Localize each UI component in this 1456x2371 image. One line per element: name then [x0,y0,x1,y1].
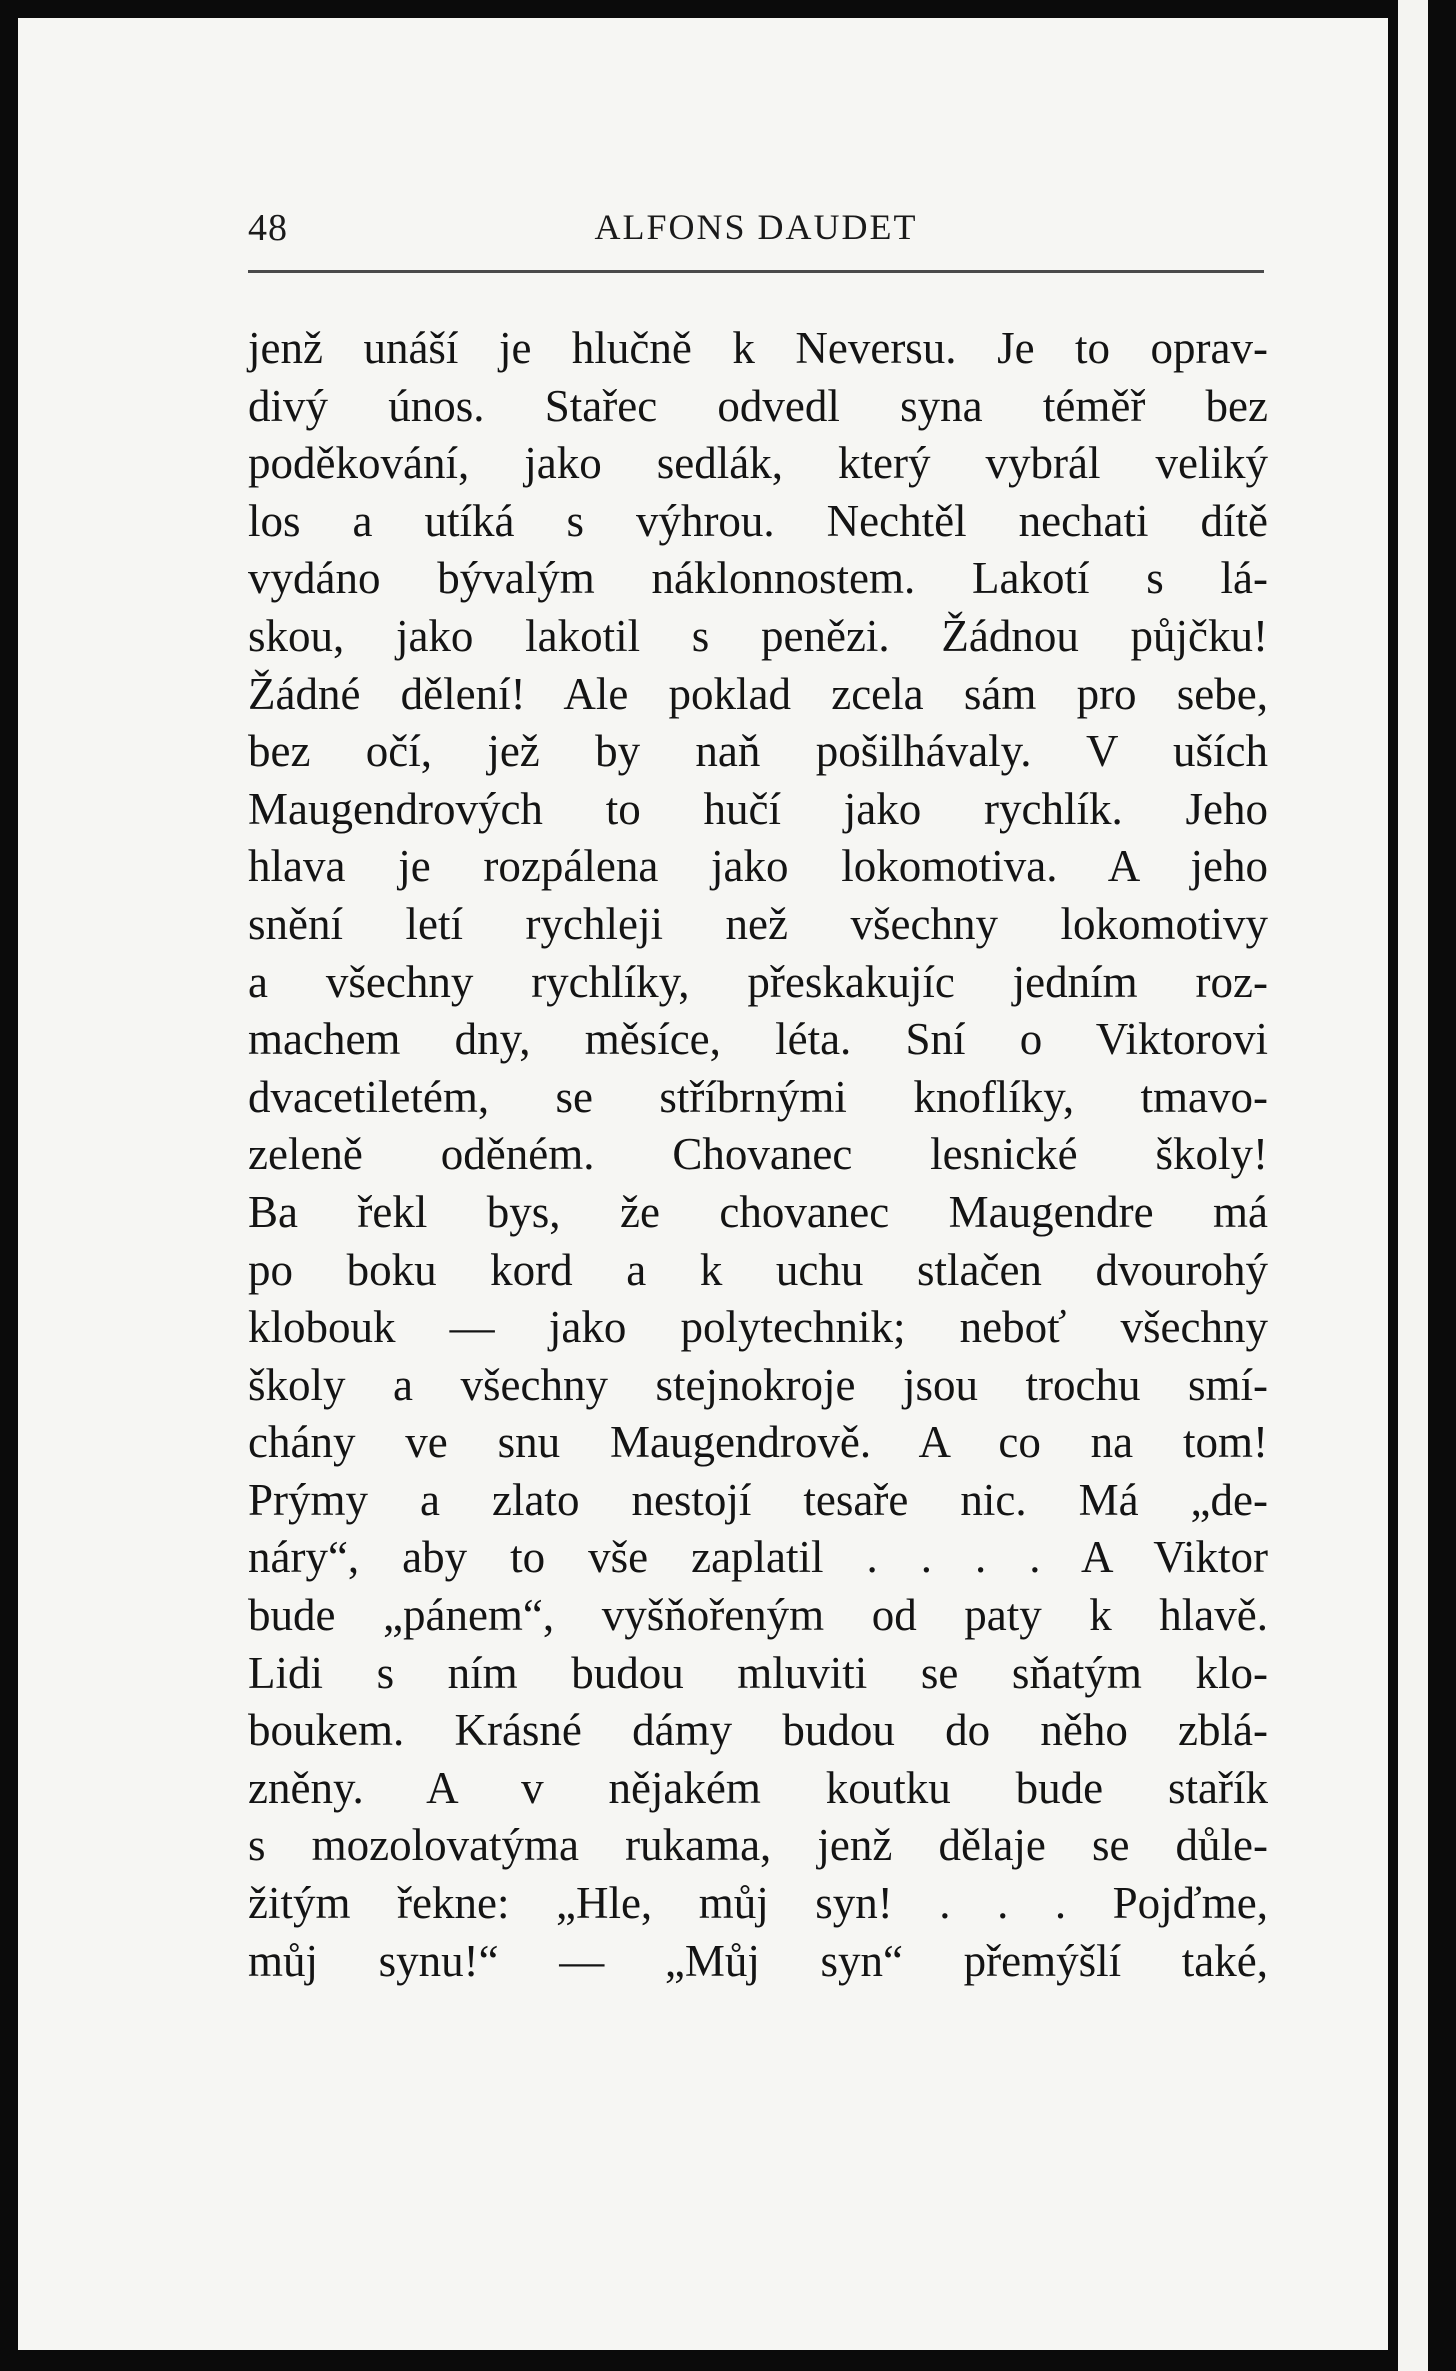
running-title: ALFONS DAUDET [594,207,918,247]
text-line: s mozolovatýma rukama, jenž dělaje se důle- [248,1820,1268,1871]
text-line: bez očí, jež by naň pošilhávaly. V uších [248,726,1268,777]
text-line: dvacetiletém, se stříbrnými knoflíky, tmavo- [248,1071,1268,1122]
text-line: žitým řekne: „Hle, můj syn! . . . Pojďme, [248,1878,1268,1929]
text-line: zeleně oděném. Chovanec lesnické školy! [248,1129,1268,1180]
page-number: 48 [248,207,288,249]
text-line: a všechny rychlíky, přeskakujíc jedním roz- [248,956,1268,1007]
text-line: divý únos. Stařec odvedl syna téměř bez [248,380,1268,431]
text-line: po boku kord a k uchu stlačen dvourohý [248,1244,1268,1295]
text-line: zněny. A v nějakém koutku bude stařík [248,1762,1268,1813]
text-line: chány ve snu Maugendrově. A co na tom! [248,1417,1268,1468]
text-line: můj synu!“ — „Můj syn“ přemýšlí také, [248,1935,1268,1986]
text-line: vydáno bývalým náklonnostem. Lakotí s lá- [248,553,1268,604]
text-line: náry“, aby to vše zaplatil . . . . A Viktor [248,1532,1268,1583]
body-text [248,320,1268,1990]
text-line: bude „pánem“, vyšňořeným od paty k hlavě. [248,1590,1268,1641]
text-line: skou, jako lakotil s penězi. Žádnou půjčku! [248,610,1268,661]
text-line: los a utíká s výhrou. Nechtěl nechati dítě [248,495,1268,546]
text-line: poděkování, jako sedlák, který vybrál veliký [248,438,1268,489]
text-line: hlava je rozpálena jako lokomotiva. A jeho [248,841,1268,892]
text-line: Žádné dělení! Ale poklad zcela sám pro sebe, [248,668,1268,719]
text-line: Prýmy a zlato nestojí tesaře nic. Má „de- [248,1474,1268,1525]
text-line: boukem. Krásné dámy budou do něho zblá- [248,1705,1268,1756]
text-line: Ba řekl bys, že chovanec Maugendre má [248,1186,1268,1237]
text-line: snění letí rychleji než všechny lokomotivy [248,898,1268,949]
text-line: Lidi s ním budou mluviti se sňatým klo- [248,1647,1268,1698]
text-line: klobouk — jako polytechnik; neboť všechny [248,1302,1268,1353]
text-line: machem dny, měsíce, léta. Sní o Viktorovi [248,1014,1268,1065]
page-header [248,206,1264,266]
text-line: Maugendrových to hučí jako rychlík. Jeho [248,783,1268,834]
text-line: jenž unáší je hlučně k Neversu. Je to oprav- [248,323,1268,373]
text-line: školy a všechny stejnokroje jsou trochu smí- [248,1359,1268,1410]
header-rule [248,270,1264,273]
adjacent-page-edge [1388,0,1456,2371]
